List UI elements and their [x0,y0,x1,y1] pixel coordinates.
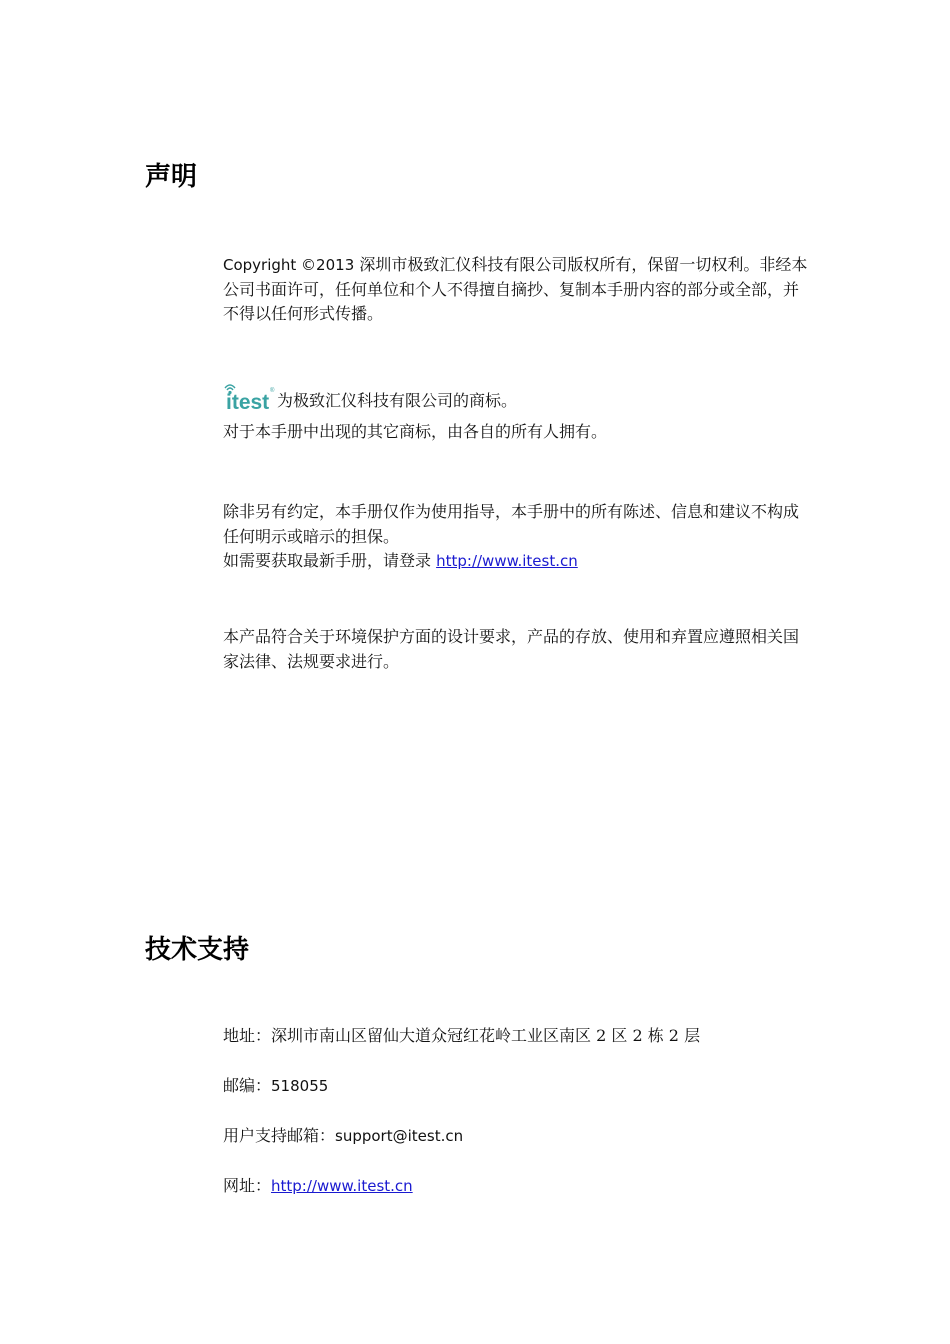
logo-text: itest [226,391,270,410]
zip-label: 邮编： [223,1076,272,1095]
itest-logo [223,382,275,408]
address-label: 地址： [223,1026,272,1045]
website-link[interactable]: http://www.itest.cn [271,1177,413,1195]
environment-paragraph [223,625,813,674]
disclaimer-line1: 除非另有约定，本手册仅作为使用指导，本手册中的所有陈述、信息和建议不构成任何明示或暗示的担保。 [223,502,800,546]
website-label: 网址： [223,1176,272,1195]
email-line [223,1124,463,1148]
address-line [223,1024,700,1048]
disclaimer-line2-prefix: 如需要获取最新手册，请登录 [223,551,437,570]
svg-text:®: ® [270,388,275,394]
zip-value: 518055 [271,1077,329,1095]
trademark-line1: 为极致汇仪科技有限公司的商标。 [277,391,518,410]
copyright-text: 深圳市极致汇仪科技有限公司版权所有，保留一切权利。非经本公司书面许可，任何单位和个人不得擅自摘抄、复制本手册内容的部分或全部，并不得以任何形式传播。 [223,255,808,323]
support-email[interactable]: support@itest.cn [335,1127,464,1145]
address-value: 深圳市南山区留仙大道众冠红花岭工业区南区 2 区 2 栋 2 层 [271,1026,701,1045]
trademark-line2: 对于本手册中出现的其它商标，由各自的所有人拥有。 [223,421,608,441]
copyright-paragraph [223,253,813,327]
website-line [223,1174,413,1198]
zip-line [223,1074,328,1098]
statement-heading: 声明 [145,162,198,192]
trademark-paragraph [223,382,813,444]
copyright-prefix: Copyright ©2013 [223,256,355,274]
support-heading: 技术支持 [145,935,250,965]
email-label: 用户支持邮箱： [223,1126,336,1145]
manual-download-link[interactable]: http://www.itest.cn [436,552,578,570]
environment-text: 本产品符合关于环境保护方面的设计要求，产品的存放、使用和弃置应遵照相关国家法律、法规要求进行。 [223,627,800,671]
disclaimer-paragraph [223,500,813,574]
